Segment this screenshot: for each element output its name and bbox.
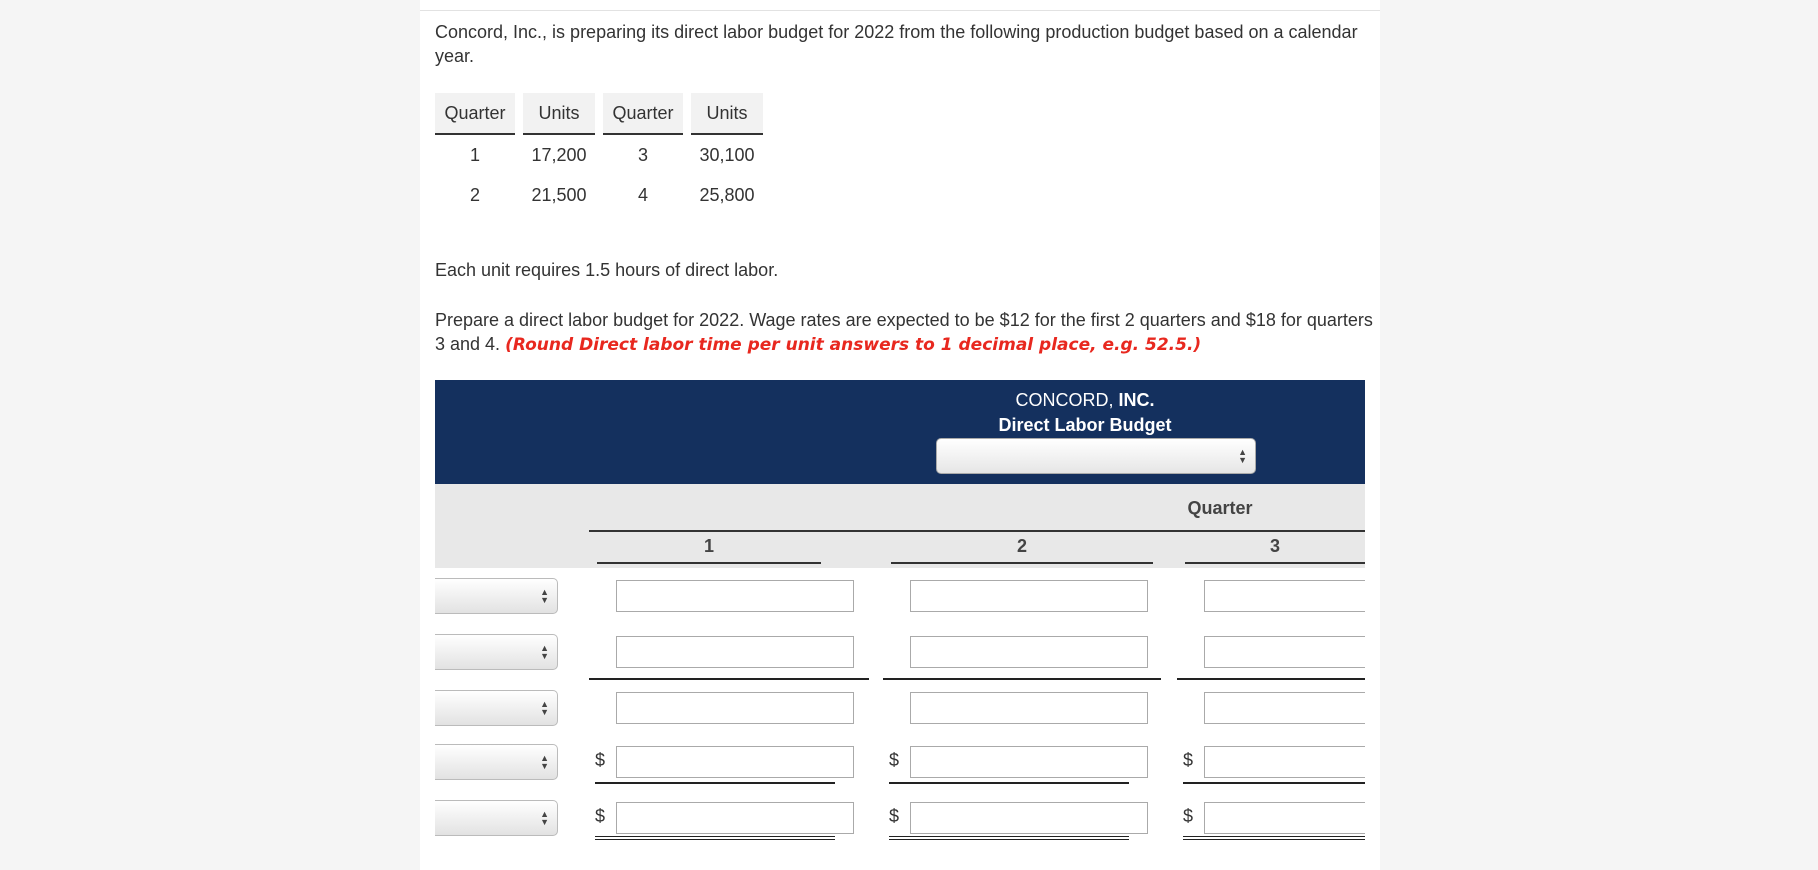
table-row: [435, 175, 763, 215]
quarter-2-header: 2: [891, 536, 1153, 564]
divider: [589, 530, 1365, 532]
q3-input[interactable]: [1204, 636, 1365, 668]
quarter-label: Quarter: [1187, 498, 1253, 518]
total-underline: [595, 782, 835, 784]
row-label-select[interactable]: [435, 744, 558, 780]
table-header-row: [435, 93, 763, 135]
currency-symbol: $: [889, 750, 900, 770]
currency-symbol: $: [595, 750, 606, 770]
cell: 25,800: [699, 184, 755, 205]
divider: [420, 10, 1380, 11]
q1-input[interactable]: [616, 802, 854, 834]
budget-title: Direct Labor Budget: [998, 415, 1172, 435]
intro-text: Concord, Inc., is preparing its direct labor budget for 2022 from the following production budget based on a calendar year.: [435, 22, 1358, 66]
labor-hours-note: Each unit requires 1.5 hours of direct labor.: [435, 260, 779, 280]
rounding-instruction: (Round Direct labor time per unit answers to 1 decimal place, e.g. 52.5.): [505, 335, 1202, 355]
select-arrows-icon: ▲ ▼: [540, 753, 549, 771]
q2-input[interactable]: [910, 746, 1148, 778]
row-label-select[interactable]: [435, 578, 558, 614]
cell: 30,100: [699, 144, 755, 165]
cell: 1: [469, 144, 480, 165]
q3-input[interactable]: [1204, 802, 1365, 834]
select-arrows-icon: ▲ ▼: [1238, 447, 1247, 465]
currency-symbol: $: [1183, 806, 1194, 826]
total-underline: [1177, 678, 1365, 680]
direct-labor-budget-form: [435, 380, 1365, 870]
q1-input[interactable]: [616, 692, 854, 724]
grand-total-double-underline: [595, 836, 835, 840]
q1-input[interactable]: [616, 746, 854, 778]
row-label-select[interactable]: [435, 690, 558, 726]
instruction-text: [435, 308, 1380, 357]
q1-input[interactable]: [616, 636, 854, 668]
col-header-quarter: Quarter: [435, 93, 515, 135]
q2-input[interactable]: [910, 692, 1148, 724]
row-label-select[interactable]: [435, 634, 558, 670]
production-budget-table: [435, 93, 763, 215]
total-underline: [883, 678, 1161, 680]
company-name: CONCORD, INC.: [1015, 390, 1155, 410]
cell: 3: [637, 144, 648, 165]
q3-input[interactable]: [1204, 746, 1365, 778]
currency-symbol: $: [889, 806, 900, 826]
instruction-body: Prepare a direct labor budget for 2022. Wage rates are expected to be $12 for the first 2 quarters and $18 for quarters 3 and 4.: [435, 310, 1373, 354]
row-label-select[interactable]: [435, 800, 558, 836]
budget-header: [435, 380, 1365, 484]
period-select[interactable]: [936, 438, 1256, 474]
col-header-quarter: Quarter: [603, 93, 683, 135]
col-header-units: Units: [691, 93, 763, 135]
q3-input[interactable]: [1204, 580, 1365, 612]
table-row: [435, 135, 763, 175]
cell: 2: [469, 184, 480, 205]
total-underline: [589, 678, 869, 680]
cell: 4: [637, 184, 648, 205]
select-arrows-icon: ▲ ▼: [540, 643, 549, 661]
total-underline: [1183, 782, 1365, 784]
cell: 17,200: [531, 144, 587, 165]
quarter-3-header: 3: [1185, 536, 1365, 564]
q1-input[interactable]: [616, 580, 854, 612]
quarter-1-header: 1: [597, 536, 821, 564]
question-panel: [420, 0, 1380, 870]
currency-symbol: $: [1183, 750, 1194, 770]
grand-total-double-underline: [889, 836, 1129, 840]
col-header-units: Units: [523, 93, 595, 135]
select-arrows-icon: ▲ ▼: [540, 699, 549, 717]
grand-total-double-underline: [1183, 836, 1365, 840]
cell: 21,500: [531, 184, 587, 205]
q2-input[interactable]: [910, 636, 1148, 668]
total-underline: [889, 782, 1129, 784]
quarter-header-band: [435, 484, 1365, 568]
select-arrows-icon: ▲ ▼: [540, 809, 549, 827]
q2-input[interactable]: [910, 802, 1148, 834]
q2-input[interactable]: [910, 580, 1148, 612]
currency-symbol: $: [595, 806, 606, 826]
q3-input[interactable]: [1204, 692, 1365, 724]
select-arrows-icon: ▲ ▼: [540, 587, 549, 605]
